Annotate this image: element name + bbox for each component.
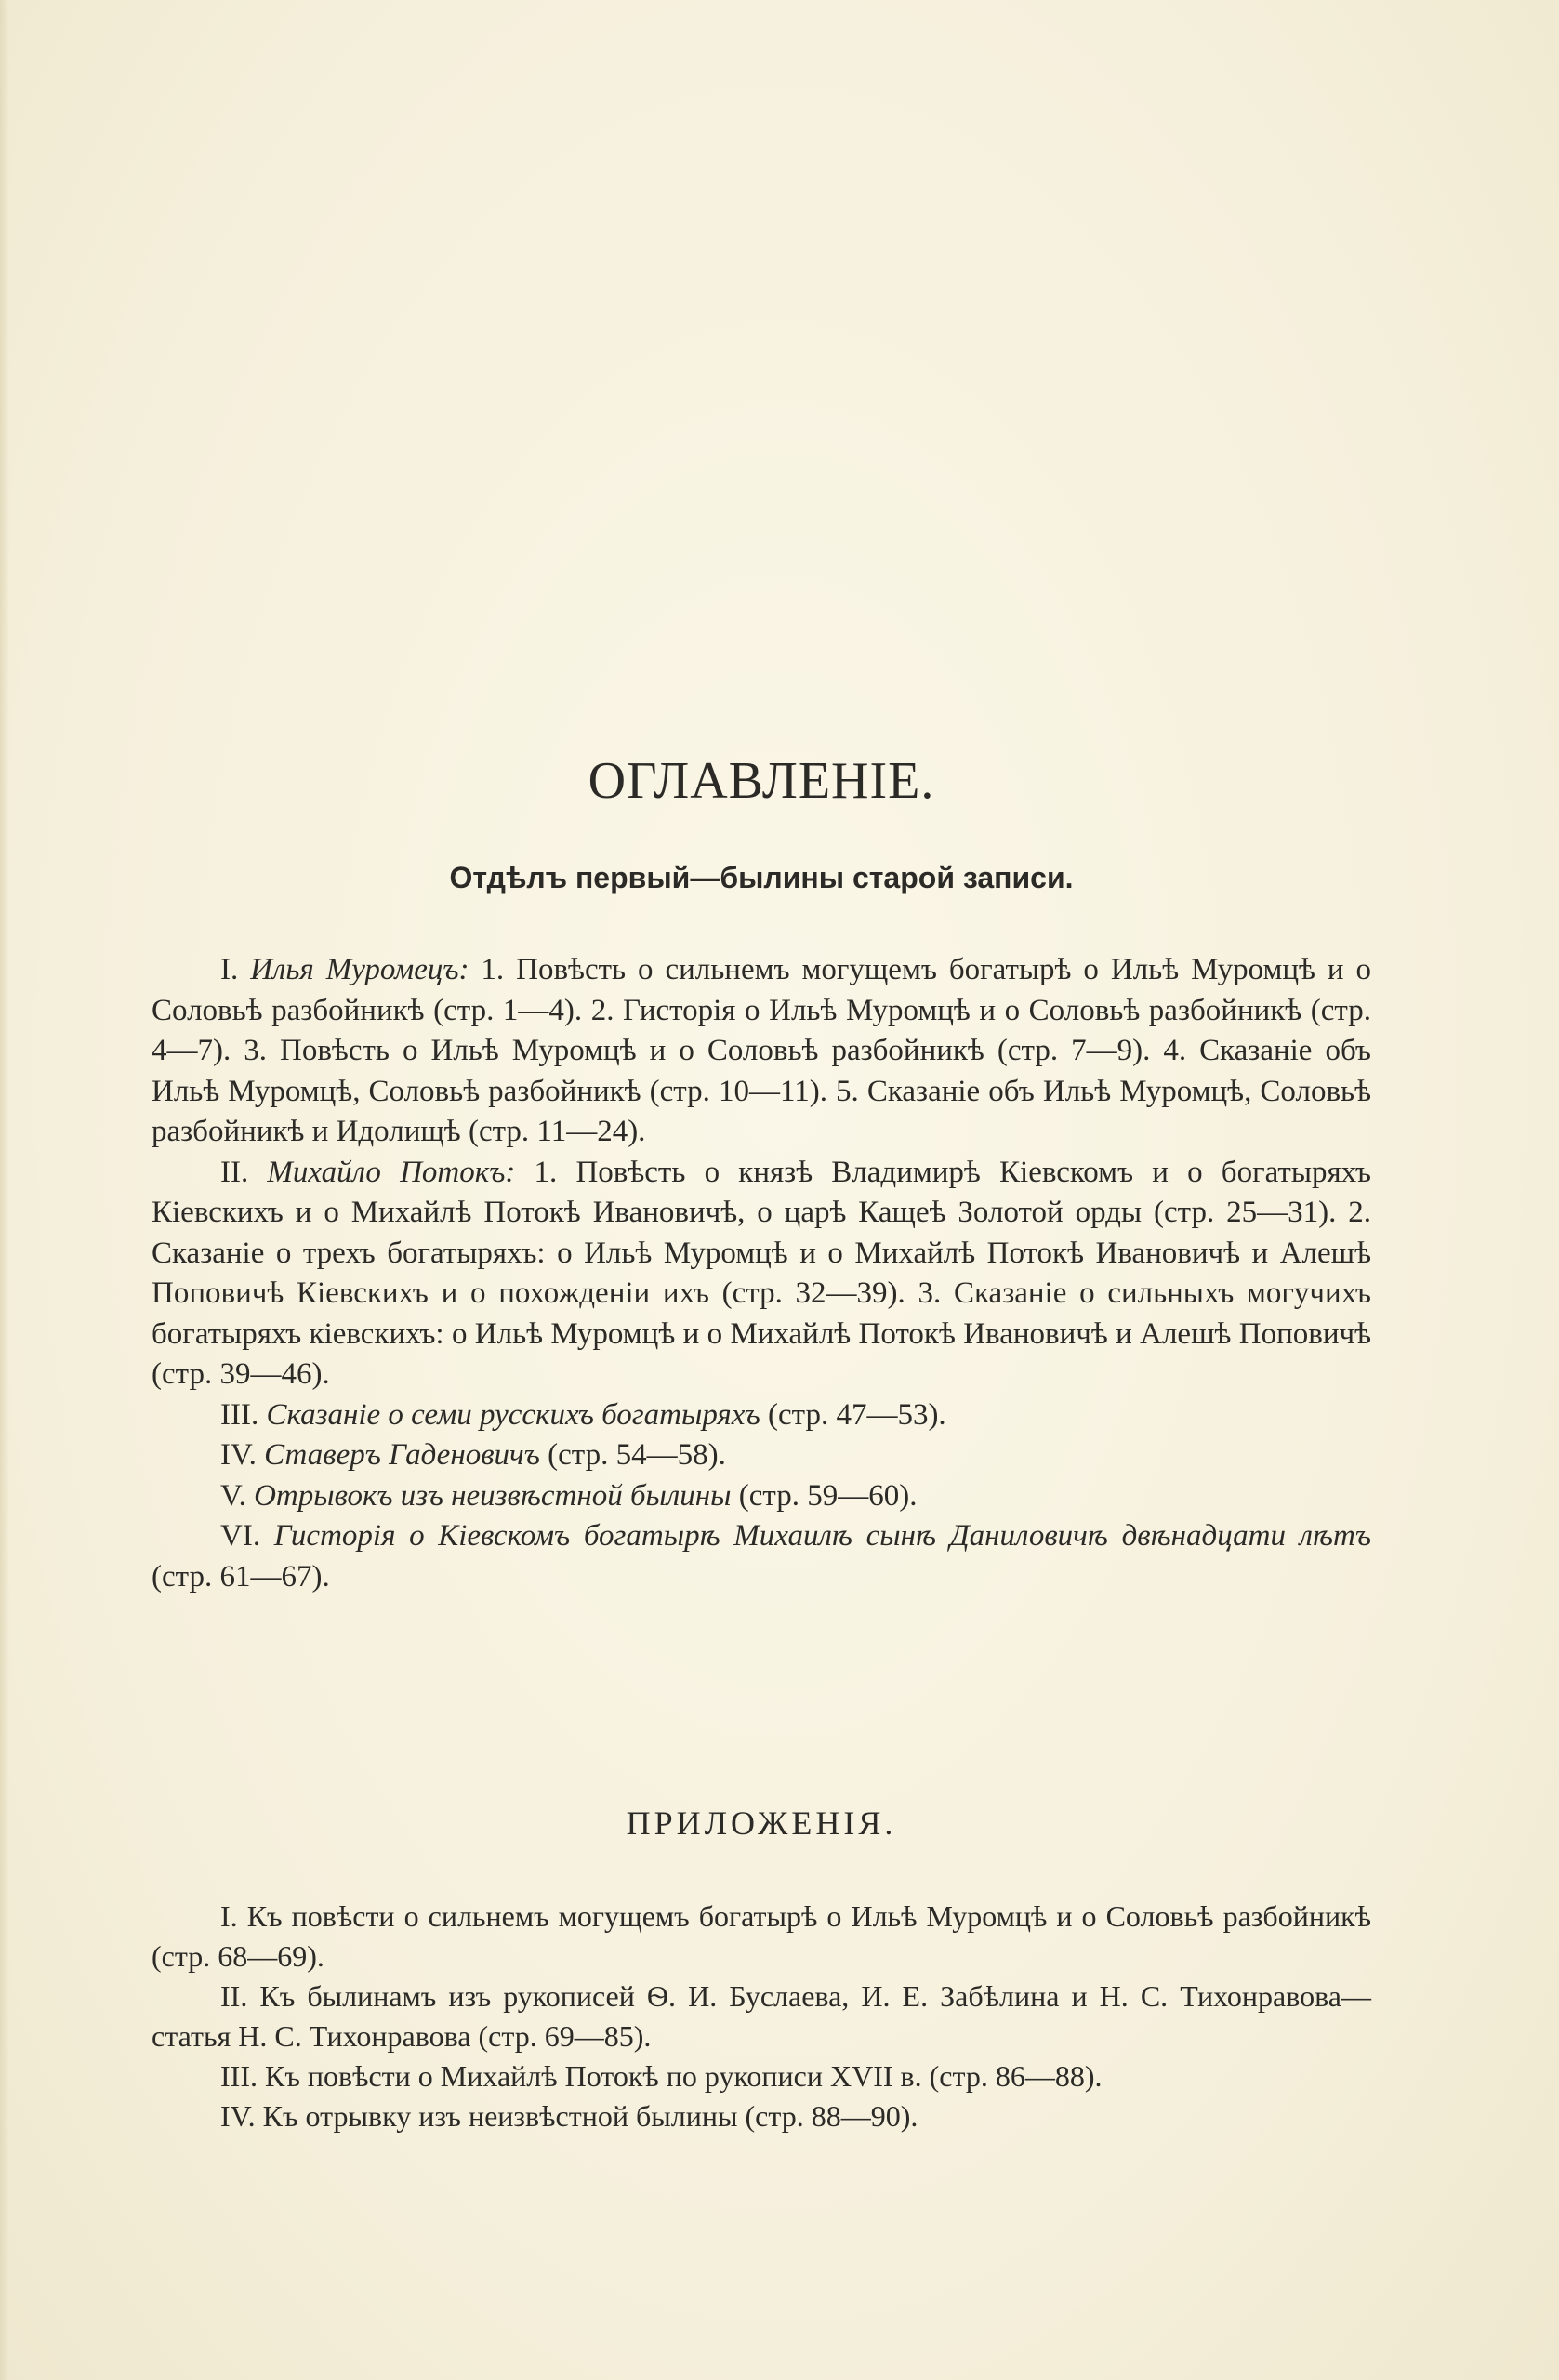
contents-entry-2: II. Михайло Потокъ: 1. Повѣсть о князѣ Владимирѣ Кіевскомъ и о богатыряхъ Кіевскихъ и о Михайлѣ Потокѣ Ивановичѣ, о царѣ Кащеѣ Золотой орды (стр. 25—31). 2. Сказаніе о трехъ богатыряхъ: о Ильѣ Муромцѣ и о Михайлѣ Потокѣ Ивановичѣ и Алешѣ Поповичѣ Кіевскихъ и о похожденіи ихъ (стр. 32—39). 3. Сказаніе о сильныхъ могучихъ богатыряхъ кіевскихъ: о Ильѣ Муромцѣ и о Михайлѣ Потокѣ Ивановичѣ и Алешѣ Поповичѣ (стр. 39—46). [152, 1155, 1371, 1391]
contents-entry-6: VI. Гисторія о Кіевскомъ богатырѣ Михаилѣ сынѣ Даниловичѣ двѣнадцати лѣтъ (стр. 61—67). [152, 1519, 1372, 1593]
entry-title: Гисторія о Кіевскомъ богатырѣ Михаилѣ сынѣ Даниловичѣ двѣнадцати лѣтъ [273, 1519, 1372, 1553]
entry-title: Отрывокъ изъ неизвѣстной былины [254, 1478, 732, 1513]
appendices-list [152, 1897, 1371, 2136]
entry-text: Къ повѣсти о сильнемъ могущемъ богатырѣ о Ильѣ Муромцѣ и о Соловьѣ разбойникѣ (стр. 68—69). [152, 1899, 1372, 1973]
entry-title: Михайло Потокъ: [267, 1155, 516, 1189]
entry-text: Къ отрывку изъ неизвѣстной былины (стр. 88—90). [262, 2099, 918, 2133]
entry-text: 1. Повѣсть о князѣ Владимирѣ Кіевскомъ и о богатыряхъ Кіевскихъ и о Михайлѣ Потокѣ Ивановичѣ, о царѣ Кащеѣ Золотой орды (стр. 25—31). 2. Сказаніе о трехъ богатыряхъ: о Ильѣ Муромцѣ и о Михайлѣ Потокѣ Ивановичѣ и Алешѣ Поповичѣ Кіевскихъ и о похожденіи ихъ (стр. 32—39). 3. Сказаніе о сильныхъ могучихъ богатыряхъ кіевскихъ: о Ильѣ Муромцѣ и о Михайлѣ Потокѣ Ивановичѣ и Алешѣ Поповичѣ (стр. 39—46). [152, 1155, 1371, 1391]
contents-entry-4: IV. Ставеръ Гаденовичъ (стр. 54—58). [220, 1438, 726, 1472]
appendix-entry-1: I. Къ повѣсти о сильнемъ могущемъ богатырѣ о Ильѣ Муромцѣ и о Соловьѣ разбойникѣ (стр. 68—69). [152, 1899, 1372, 1973]
entry-text: (стр. 61—67). [152, 1559, 330, 1593]
entry-text: Къ былинамъ изъ рукописей Ѳ. И. Буслаева, И. Е. Забѣлина и Н. С. Тихонравова—статья Н. С. Тихонравова (стр. 69—85). [152, 1979, 1372, 2053]
entry-title: Сказаніе о семи русскихъ богатыряхъ [266, 1397, 760, 1432]
entry-title: Ставеръ Гаденовичъ [264, 1438, 540, 1472]
appendix-entry-4: IV. Къ отрывку изъ неизвѣстной былины (стр. 88—90). [220, 2099, 918, 2133]
contents-entry-5: V. Отрывокъ изъ неизвѣстной былины (стр. 59—60). [220, 1478, 918, 1513]
contents-entry-1: I. Илья Муромецъ: 1. Повѣсть о сильнемъ могущемъ богатырѣ о Ильѣ Муромцѣ и о Соловьѣ разбойникѣ (стр. 1—4). 2. Гисторія о Ильѣ Муромцѣ и о Соловьѣ разбойникѣ (стр. 4—7). 3. Повѣсть о Ильѣ Муромцѣ и о Соловьѣ разбойникѣ (стр. 7—9). 4. Сказаніе объ Ильѣ Муромцѣ, Соловьѣ разбойникѣ (стр. 10—11). 5. Сказаніе объ Ильѣ Муромцѣ, Соловьѣ разбойникѣ и Идолищѣ (стр. 11—24). [152, 953, 1371, 1148]
page-title: ОГЛАВЛЕНIЕ. [588, 752, 935, 810]
entry-text: (стр. 47—53). [760, 1397, 946, 1432]
page-edge [0, 0, 9, 2380]
section-subtitle: Отдѣлъ первый—былины старой записи. [449, 861, 1074, 894]
appendix-entry-2: II. Къ былинамъ изъ рукописей Ѳ. И. Буслаева, И. Е. Забѣлина и Н. С. Тихонравова—статья Н. С. Тихонравова (стр. 69—85). [152, 1979, 1372, 2053]
entry-text: (стр. 59—60). [731, 1478, 918, 1513]
contents-entry-3: III. Сказаніе о семи русскихъ богатыряхъ (стр. 47—53). [220, 1397, 946, 1432]
contents-list-part-one [152, 950, 1371, 1597]
entry-text: Къ повѣсти о Михайлѣ Потокѣ по рукописи XVII в. (стр. 86—88). [264, 2059, 1103, 2093]
entry-title: Илья Муромецъ: [250, 953, 469, 986]
appendices-heading: ПРИЛОЖЕНIЯ. [626, 1805, 897, 1842]
entry-text: (стр. 54—58). [539, 1438, 726, 1472]
appendix-entry-3: III. Къ повѣсти о Михайлѣ Потокѣ по рукописи XVII в. (стр. 86—88). [220, 2059, 1103, 2093]
entry-text: 1. Повѣсть о сильнемъ могущемъ богатырѣ о Ильѣ Муромцѣ и о Соловьѣ разбойникѣ (стр. 1—4). 2. Гисторія о Ильѣ Муромцѣ и о Соловьѣ разбойникѣ (стр. 4—7). 3. Повѣсть о Ильѣ Муромцѣ и о Соловьѣ разбойникѣ (стр. 7—9). 4. Сказаніе объ Ильѣ Муромцѣ, Соловьѣ разбойникѣ (стр. 10—11). 5. Сказаніе объ Ильѣ Муромцѣ, Соловьѣ разбойникѣ и Идолищѣ (стр. 11—24). [152, 953, 1371, 1148]
